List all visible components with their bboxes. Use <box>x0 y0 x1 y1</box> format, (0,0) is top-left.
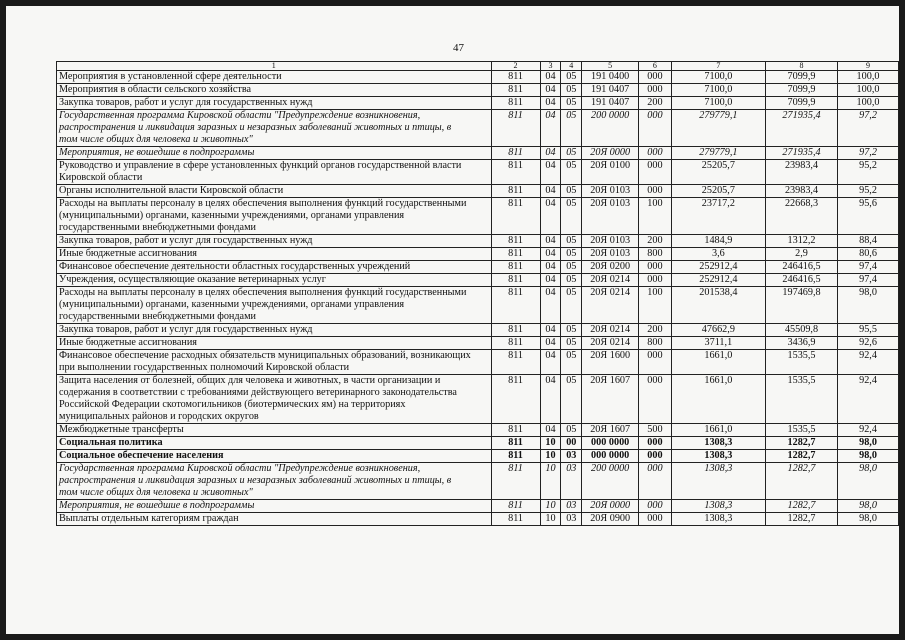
table-row <box>57 84 899 97</box>
expense-type-cell: 500 <box>639 424 672 437</box>
expense-type-cell: 000 <box>639 185 672 198</box>
item-name-cell <box>57 274 492 287</box>
planned-amount-cell: 279779,1 <box>671 110 765 147</box>
table-row <box>57 71 899 84</box>
planned-amount-cell: 1484,9 <box>671 235 765 248</box>
expense-type-cell: 000 <box>639 375 672 424</box>
target-article-cell: 20Я 0100 <box>582 160 639 185</box>
table-row <box>57 324 899 337</box>
target-article-cell: 000 0000 <box>582 437 639 450</box>
target-article-cell: 20Я 0214 <box>582 337 639 350</box>
item-name-line: при выполнении государственных полномочий Кировской области <box>59 362 350 373</box>
table-row <box>57 424 899 437</box>
item-name-cell <box>57 424 492 437</box>
item-name-cell <box>57 350 492 375</box>
grbs-code-cell: 811 <box>491 500 540 513</box>
section-cell: 04 <box>540 147 561 160</box>
subsection-cell: 05 <box>561 198 582 235</box>
item-name-line: Мероприятия в области сельского хозяйства <box>59 84 252 95</box>
item-name-line: Руководство и управление в сфере установленных функций органов государственной власти <box>59 160 462 171</box>
grbs-code-cell: 811 <box>491 185 540 198</box>
item-name-line: Закупка товаров, работ и услуг для государственных нужд <box>59 97 313 108</box>
expense-type-cell: 000 <box>639 160 672 185</box>
grbs-code-cell: 811 <box>491 71 540 84</box>
section-cell: 10 <box>540 450 561 463</box>
table-row <box>57 261 899 274</box>
section-cell: 04 <box>540 424 561 437</box>
header-cell: 2 <box>491 62 540 71</box>
planned-amount-cell: 1661,0 <box>671 375 765 424</box>
target-article-cell: 191 0407 <box>582 84 639 97</box>
expense-type-cell: 000 <box>639 500 672 513</box>
item-name-line: Закупка товаров, работ и услуг для государственных нужд <box>59 235 313 246</box>
item-name-line: распространения и ликвидация заразных и незаразных заболеваний животных и птицы, в <box>59 122 452 133</box>
section-cell: 10 <box>540 513 561 526</box>
execution-percent-cell: 92,4 <box>838 424 899 437</box>
subsection-cell: 05 <box>561 110 582 147</box>
item-name-cell <box>57 337 492 350</box>
executed-amount-cell: 1535,5 <box>766 424 838 437</box>
grbs-code-cell: 811 <box>491 375 540 424</box>
executed-amount-cell: 23983,4 <box>766 160 838 185</box>
item-name-cell <box>57 110 492 147</box>
planned-amount-cell: 7100,0 <box>671 97 765 110</box>
table-row <box>57 198 899 235</box>
item-name-line: Кировской области <box>59 172 143 183</box>
planned-amount-cell: 7100,0 <box>671 84 765 97</box>
subsection-cell: 05 <box>561 261 582 274</box>
executed-amount-cell: 197469,8 <box>766 287 838 324</box>
grbs-code-cell: 811 <box>491 274 540 287</box>
subsection-cell: 05 <box>561 147 582 160</box>
header-cell: 4 <box>561 62 582 71</box>
table-row <box>57 248 899 261</box>
section-cell: 04 <box>540 324 561 337</box>
expense-type-cell: 800 <box>639 248 672 261</box>
section-cell: 04 <box>540 350 561 375</box>
executed-amount-cell: 246416,5 <box>766 274 838 287</box>
executed-amount-cell: 1312,2 <box>766 235 838 248</box>
target-article-cell: 20Я 0214 <box>582 324 639 337</box>
expense-type-cell: 000 <box>639 84 672 97</box>
grbs-code-cell: 811 <box>491 84 540 97</box>
table-row <box>57 375 899 424</box>
table-row <box>57 463 899 500</box>
expense-type-cell: 200 <box>639 324 672 337</box>
header-cell: 7 <box>671 62 765 71</box>
expense-type-cell: 000 <box>639 450 672 463</box>
subsection-cell: 05 <box>561 71 582 84</box>
executed-amount-cell: 246416,5 <box>766 261 838 274</box>
item-name-line: (муниципальными) органами, казенными учреждениями, органами управления <box>59 299 405 310</box>
grbs-code-cell: 811 <box>491 248 540 261</box>
executed-amount-cell: 22668,3 <box>766 198 838 235</box>
item-name-line: Мероприятия в установленной сфере деятельности <box>59 71 282 82</box>
item-name-cell <box>57 463 492 500</box>
subsection-cell: 05 <box>561 424 582 437</box>
expense-type-cell: 000 <box>639 513 672 526</box>
item-name-line: Мероприятия, не вошедшие в подпрограммы <box>59 500 255 511</box>
grbs-code-cell: 811 <box>491 198 540 235</box>
item-name-line: Государственная программа Кировской области "Предупреждение возникновения, <box>59 110 421 121</box>
item-name-line: распространения и ликвидация заразных и незаразных заболеваний животных и птицы, в <box>59 475 452 486</box>
expense-type-cell: 200 <box>639 235 672 248</box>
section-cell: 04 <box>540 261 561 274</box>
planned-amount-cell: 25205,7 <box>671 185 765 198</box>
grbs-code-cell: 811 <box>491 437 540 450</box>
execution-percent-cell: 92,4 <box>838 350 899 375</box>
execution-percent-cell: 80,6 <box>838 248 899 261</box>
subsection-cell: 00 <box>561 437 582 450</box>
execution-percent-cell: 97,4 <box>838 274 899 287</box>
target-article-cell: 191 0407 <box>582 97 639 110</box>
planned-amount-cell: 252912,4 <box>671 261 765 274</box>
expense-type-cell: 000 <box>639 274 672 287</box>
execution-percent-cell: 97,4 <box>838 261 899 274</box>
subsection-cell: 05 <box>561 235 582 248</box>
expense-type-cell: 100 <box>639 287 672 324</box>
executed-amount-cell: 3436,9 <box>766 337 838 350</box>
subsection-cell: 05 <box>561 248 582 261</box>
target-article-cell: 20Я 0900 <box>582 513 639 526</box>
expense-type-cell: 000 <box>639 350 672 375</box>
executed-amount-cell: 271935,4 <box>766 147 838 160</box>
executed-amount-cell: 1282,7 <box>766 500 838 513</box>
execution-percent-cell: 100,0 <box>838 84 899 97</box>
item-name-line: Выплаты отдельным категориям граждан <box>59 513 239 524</box>
expense-type-cell: 100 <box>639 198 672 235</box>
execution-percent-cell: 95,2 <box>838 185 899 198</box>
planned-amount-cell: 23717,2 <box>671 198 765 235</box>
subsection-cell: 05 <box>561 84 582 97</box>
executed-amount-cell: 1535,5 <box>766 350 838 375</box>
table-row <box>57 437 899 450</box>
subsection-cell: 03 <box>561 513 582 526</box>
execution-percent-cell: 100,0 <box>838 97 899 110</box>
expense-type-cell: 200 <box>639 97 672 110</box>
expense-type-cell: 000 <box>639 71 672 84</box>
planned-amount-cell: 252912,4 <box>671 274 765 287</box>
table-row <box>57 513 899 526</box>
item-name-cell <box>57 198 492 235</box>
item-name-cell <box>57 375 492 424</box>
planned-amount-cell: 25205,7 <box>671 160 765 185</box>
planned-amount-cell: 1661,0 <box>671 424 765 437</box>
execution-percent-cell: 92,4 <box>838 375 899 424</box>
table-row <box>57 235 899 248</box>
subsection-cell: 03 <box>561 450 582 463</box>
section-cell: 04 <box>540 110 561 147</box>
table-row <box>57 110 899 147</box>
target-article-cell: 20Я 0214 <box>582 287 639 324</box>
execution-percent-cell: 98,0 <box>838 513 899 526</box>
document-page <box>6 6 899 634</box>
section-cell: 04 <box>540 185 561 198</box>
item-name-cell <box>57 450 492 463</box>
planned-amount-cell: 1308,3 <box>671 463 765 500</box>
subsection-cell: 05 <box>561 97 582 110</box>
execution-percent-cell: 88,4 <box>838 235 899 248</box>
expense-type-cell: 800 <box>639 337 672 350</box>
execution-percent-cell: 98,0 <box>838 500 899 513</box>
execution-percent-cell: 97,2 <box>838 147 899 160</box>
subsection-cell: 05 <box>561 350 582 375</box>
planned-amount-cell: 1308,3 <box>671 513 765 526</box>
planned-amount-cell: 47662,9 <box>671 324 765 337</box>
planned-amount-cell: 7100,0 <box>671 71 765 84</box>
target-article-cell: 000 0000 <box>582 450 639 463</box>
target-article-cell: 20Я 1607 <box>582 375 639 424</box>
header-cell: 8 <box>766 62 838 71</box>
execution-percent-cell: 95,5 <box>838 324 899 337</box>
planned-amount-cell: 279779,1 <box>671 147 765 160</box>
grbs-code-cell: 811 <box>491 424 540 437</box>
item-name-line: содержания в соответствии с требованиями действующего ветеринарного законодательства <box>59 387 457 398</box>
table-row <box>57 337 899 350</box>
page-number: 47 <box>453 42 464 54</box>
item-name-cell <box>57 84 492 97</box>
executed-amount-cell: 7099,9 <box>766 97 838 110</box>
item-name-cell <box>57 160 492 185</box>
table-row <box>57 274 899 287</box>
item-name-cell <box>57 500 492 513</box>
grbs-code-cell: 811 <box>491 337 540 350</box>
target-article-cell: 20Я 1600 <box>582 350 639 375</box>
target-article-cell: 200 0000 <box>582 110 639 147</box>
table-row <box>57 97 899 110</box>
section-cell: 04 <box>540 337 561 350</box>
executed-amount-cell: 1282,7 <box>766 450 838 463</box>
execution-percent-cell: 95,6 <box>838 198 899 235</box>
execution-percent-cell: 98,0 <box>838 437 899 450</box>
section-cell: 10 <box>540 437 561 450</box>
item-name-cell <box>57 261 492 274</box>
item-name-cell <box>57 235 492 248</box>
item-name-line: (муниципальными) органами, казенными учреждениями, органами управления <box>59 210 405 221</box>
grbs-code-cell: 811 <box>491 513 540 526</box>
executed-amount-cell: 1535,5 <box>766 375 838 424</box>
grbs-code-cell: 811 <box>491 110 540 147</box>
header-cell: 5 <box>582 62 639 71</box>
item-name-line: государственными внебюджетными фондами <box>59 222 256 233</box>
table-row <box>57 160 899 185</box>
planned-amount-cell: 1661,0 <box>671 350 765 375</box>
executed-amount-cell: 45509,8 <box>766 324 838 337</box>
execution-percent-cell: 95,2 <box>838 160 899 185</box>
item-name-line: Социальное обеспечение населения <box>59 450 224 461</box>
grbs-code-cell: 811 <box>491 463 540 500</box>
executed-amount-cell: 1282,7 <box>766 513 838 526</box>
target-article-cell: 20Я 0200 <box>582 261 639 274</box>
execution-percent-cell: 100,0 <box>838 71 899 84</box>
table-row <box>57 450 899 463</box>
header-cell: 1 <box>57 62 492 71</box>
grbs-code-cell: 811 <box>491 350 540 375</box>
grbs-code-cell: 811 <box>491 261 540 274</box>
grbs-code-cell: 811 <box>491 97 540 110</box>
subsection-cell: 05 <box>561 375 582 424</box>
item-name-line: Социальная политика <box>59 437 163 448</box>
subsection-cell: 03 <box>561 500 582 513</box>
section-cell: 10 <box>540 500 561 513</box>
item-name-line: Защита населения от болезней, общих для человека и животных, в части организации и <box>59 375 441 386</box>
section-cell: 04 <box>540 160 561 185</box>
item-name-line: Государственная программа Кировской области "Предупреждение возникновения, <box>59 463 421 474</box>
item-name-line: том числе общих для человека и животных" <box>59 134 253 145</box>
item-name-line: государственными внебюджетными фондами <box>59 311 256 322</box>
item-name-cell <box>57 97 492 110</box>
item-name-line: Закупка товаров, работ и услуг для государственных нужд <box>59 324 313 335</box>
item-name-cell <box>57 513 492 526</box>
section-cell: 04 <box>540 274 561 287</box>
budget-table <box>56 61 899 526</box>
item-name-cell <box>57 324 492 337</box>
item-name-line: Расходы на выплаты персоналу в целях обеспечения выполнения функций государственными <box>59 198 467 209</box>
section-cell: 04 <box>540 375 561 424</box>
grbs-code-cell: 811 <box>491 147 540 160</box>
section-cell: 04 <box>540 84 561 97</box>
planned-amount-cell: 1308,3 <box>671 450 765 463</box>
execution-percent-cell: 97,2 <box>838 110 899 147</box>
executed-amount-cell: 7099,9 <box>766 84 838 97</box>
item-name-line: Иные бюджетные ассигнования <box>59 337 197 348</box>
section-cell: 10 <box>540 463 561 500</box>
subsection-cell: 03 <box>561 463 582 500</box>
planned-amount-cell: 1308,3 <box>671 437 765 450</box>
table-row <box>57 500 899 513</box>
item-name-line: Расходы на выплаты персоналу в целях обеспечения выполнения функций государственными <box>59 287 467 298</box>
subsection-cell: 05 <box>561 287 582 324</box>
planned-amount-cell: 3711,1 <box>671 337 765 350</box>
grbs-code-cell: 811 <box>491 235 540 248</box>
table-row <box>57 147 899 160</box>
subsection-cell: 05 <box>561 160 582 185</box>
execution-percent-cell: 98,0 <box>838 463 899 500</box>
grbs-code-cell: 811 <box>491 160 540 185</box>
grbs-code-cell: 811 <box>491 324 540 337</box>
section-cell: 04 <box>540 198 561 235</box>
item-name-line: Учреждения, осуществляющие оказание ветеринарных услуг <box>59 274 326 285</box>
item-name-cell <box>57 437 492 450</box>
expense-type-cell: 000 <box>639 110 672 147</box>
item-name-cell <box>57 185 492 198</box>
item-name-line: Мероприятия, не вошедшие в подпрограммы <box>59 147 255 158</box>
item-name-line: муниципальных районов и городских округов <box>59 411 259 422</box>
target-article-cell: 200 0000 <box>582 463 639 500</box>
subsection-cell: 05 <box>561 337 582 350</box>
target-article-cell: 20Я 0000 <box>582 147 639 160</box>
table-body <box>57 62 899 526</box>
item-name-line: Российской Федерации скотомогильников (биотермических ям) на территориях <box>59 399 406 410</box>
expense-type-cell: 000 <box>639 463 672 500</box>
item-name-cell <box>57 248 492 261</box>
section-cell: 04 <box>540 248 561 261</box>
item-name-line: Иные бюджетные ассигнования <box>59 248 197 259</box>
item-name-line: Финансовое обеспечение деятельности областных государственных учреждений <box>59 261 411 272</box>
executed-amount-cell: 23983,4 <box>766 185 838 198</box>
grbs-code-cell: 811 <box>491 450 540 463</box>
execution-percent-cell: 98,0 <box>838 450 899 463</box>
target-article-cell: 20Я 0000 <box>582 500 639 513</box>
item-name-cell <box>57 287 492 324</box>
target-article-cell: 20Я 0103 <box>582 235 639 248</box>
header-cell: 3 <box>540 62 561 71</box>
target-article-cell: 20Я 0103 <box>582 248 639 261</box>
subsection-cell: 05 <box>561 185 582 198</box>
execution-percent-cell: 92,6 <box>838 337 899 350</box>
subsection-cell: 05 <box>561 324 582 337</box>
target-article-cell: 191 0400 <box>582 71 639 84</box>
section-cell: 04 <box>540 71 561 84</box>
item-name-line: Органы исполнительной власти Кировской области <box>59 185 284 196</box>
header-row <box>57 62 899 71</box>
table-row <box>57 185 899 198</box>
table-row <box>57 350 899 375</box>
item-name-line: Межбюджетные трансферты <box>59 424 184 435</box>
planned-amount-cell: 201538,4 <box>671 287 765 324</box>
target-article-cell: 20Я 0103 <box>582 185 639 198</box>
executed-amount-cell: 1282,7 <box>766 463 838 500</box>
item-name-line: том числе общих для человека и животных" <box>59 487 253 498</box>
item-name-cell <box>57 147 492 160</box>
grbs-code-cell: 811 <box>491 287 540 324</box>
target-article-cell: 20Я 0214 <box>582 274 639 287</box>
item-name-line: Финансовое обеспечение расходных обязательств муниципальных образований, возникающих <box>59 350 471 361</box>
header-cell: 9 <box>838 62 899 71</box>
section-cell: 04 <box>540 97 561 110</box>
target-article-cell: 20Я 1607 <box>582 424 639 437</box>
target-article-cell: 20Я 0103 <box>582 198 639 235</box>
executed-amount-cell: 271935,4 <box>766 110 838 147</box>
expense-type-cell: 000 <box>639 261 672 274</box>
item-name-cell <box>57 71 492 84</box>
planned-amount-cell: 3,6 <box>671 248 765 261</box>
table-row <box>57 287 899 324</box>
section-cell: 04 <box>540 235 561 248</box>
section-cell: 04 <box>540 287 561 324</box>
expense-type-cell: 000 <box>639 147 672 160</box>
executed-amount-cell: 7099,9 <box>766 71 838 84</box>
expense-type-cell: 000 <box>639 437 672 450</box>
header-cell: 6 <box>639 62 672 71</box>
subsection-cell: 05 <box>561 274 582 287</box>
planned-amount-cell: 1308,3 <box>671 500 765 513</box>
execution-percent-cell: 98,0 <box>838 287 899 324</box>
executed-amount-cell: 1282,7 <box>766 437 838 450</box>
executed-amount-cell: 2,9 <box>766 248 838 261</box>
